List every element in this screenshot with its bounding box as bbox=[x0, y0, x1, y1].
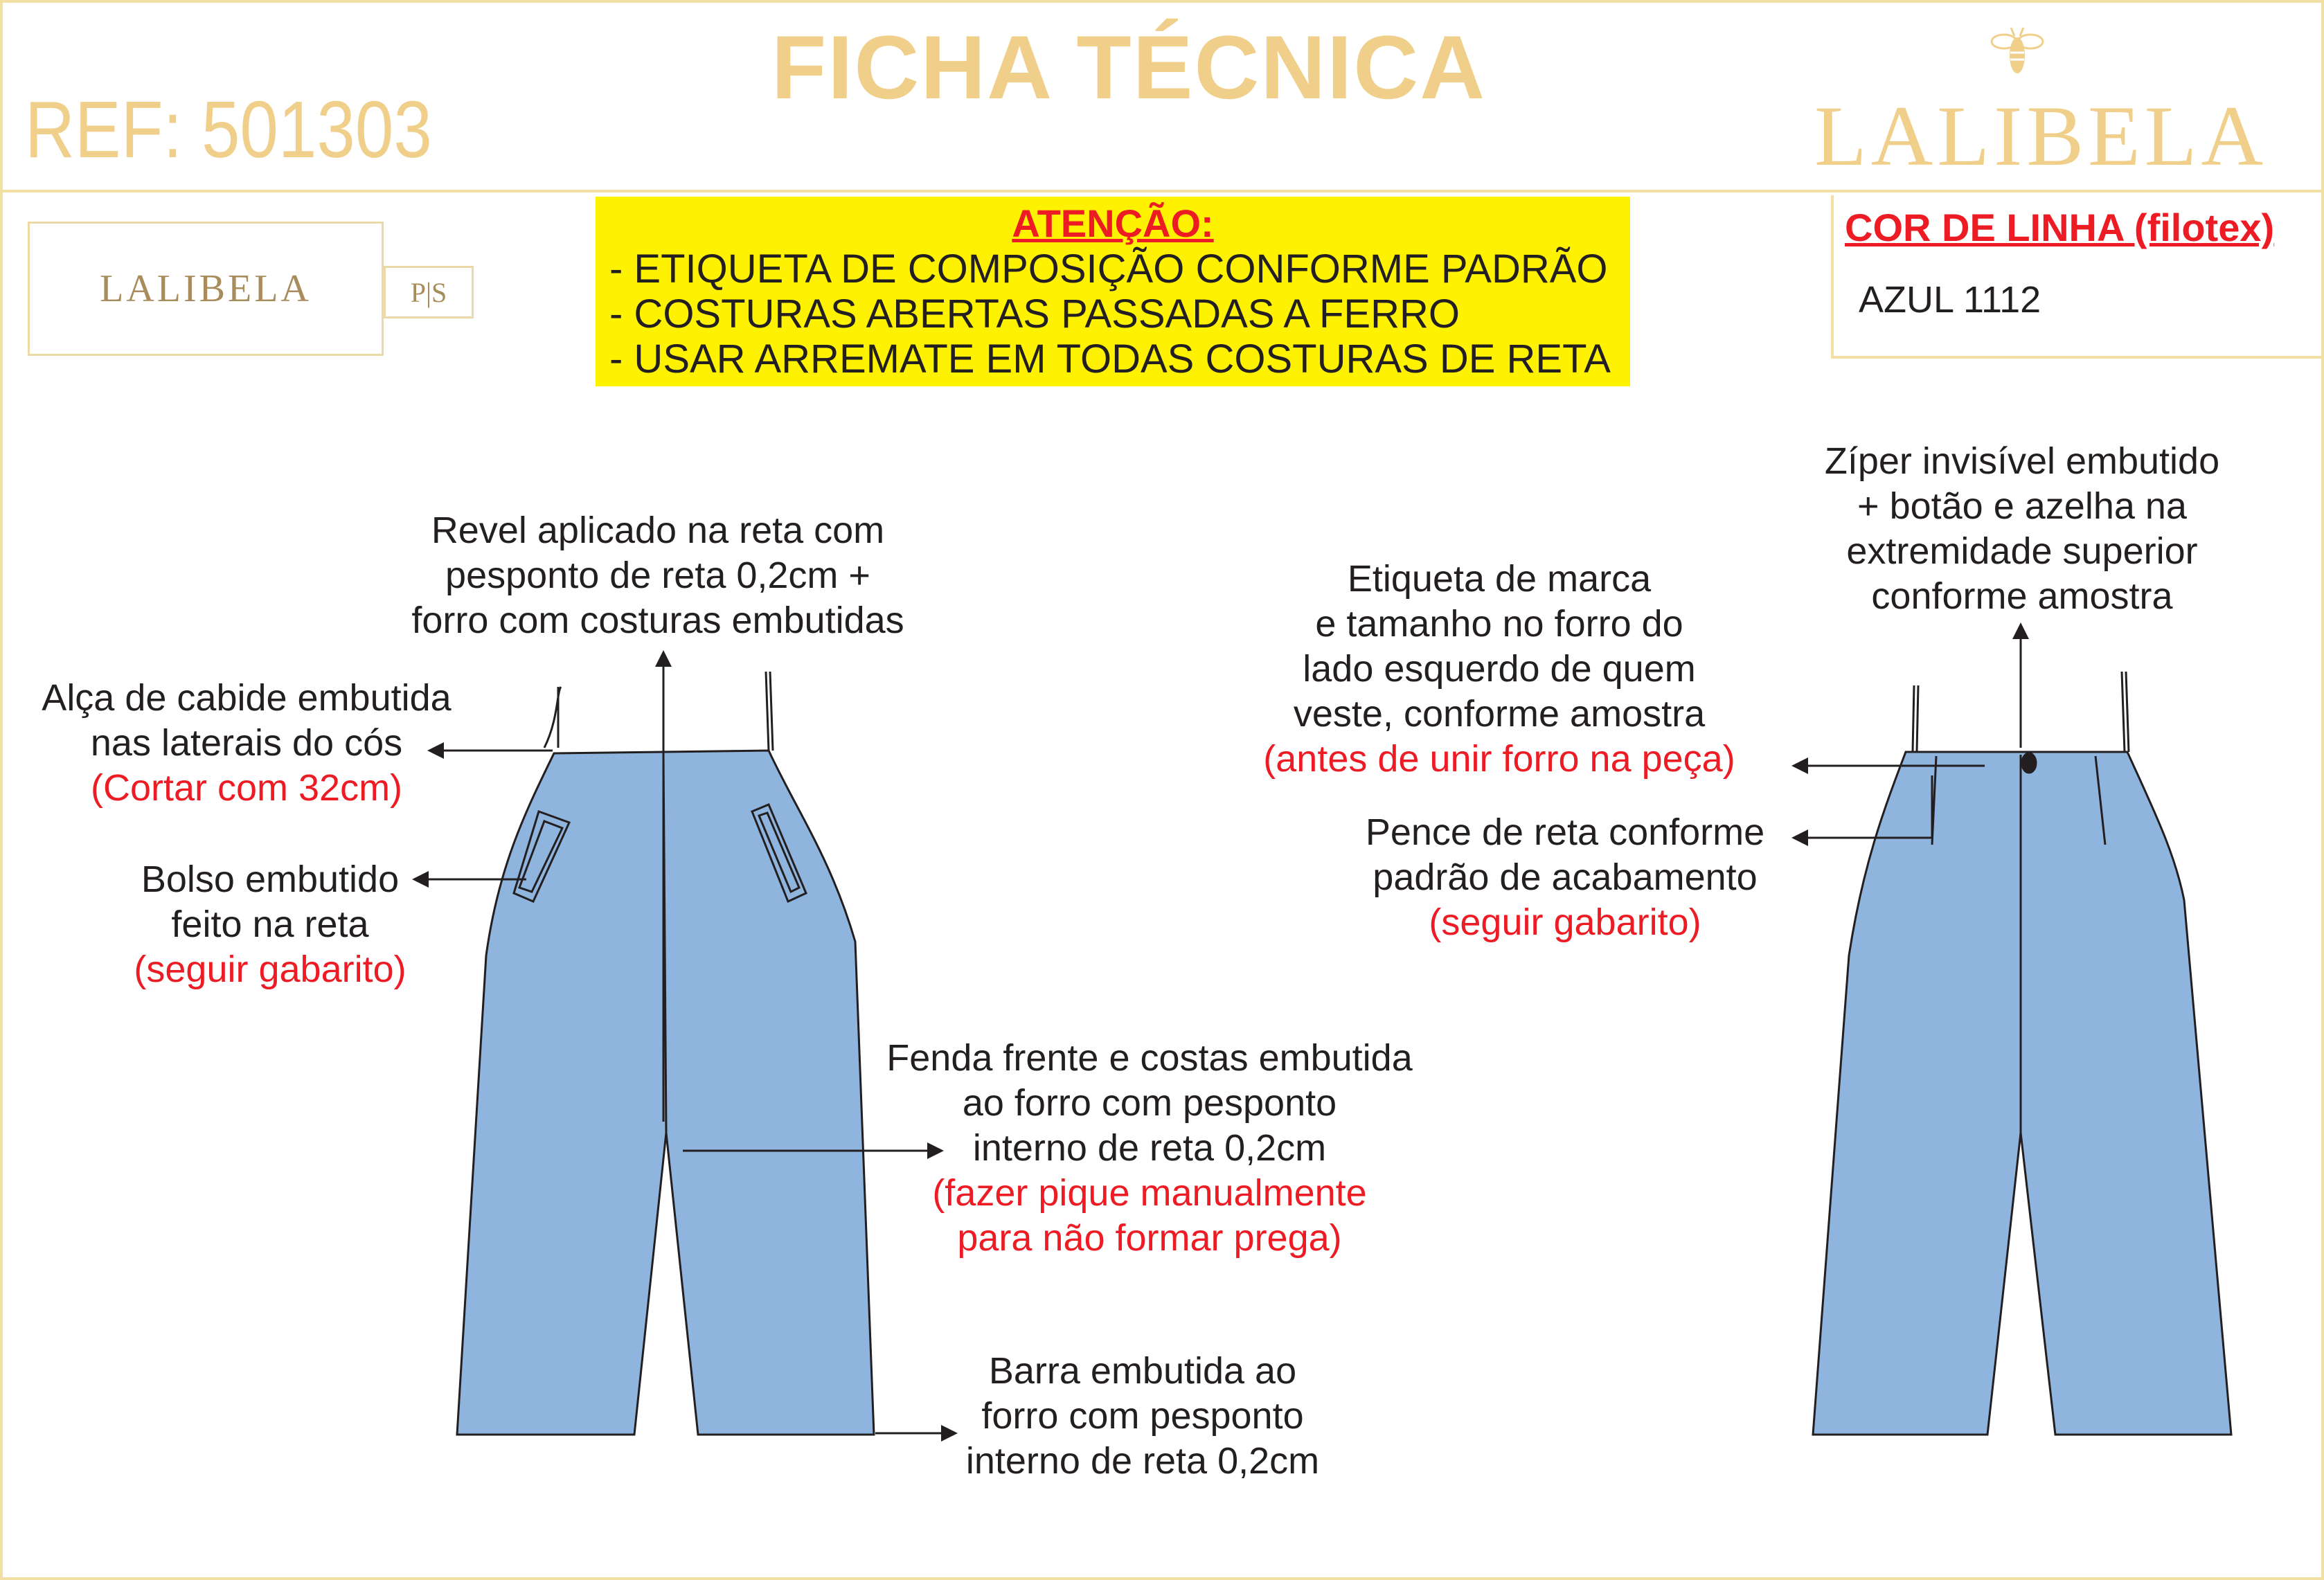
note-line: interno de reta 0,2cm bbox=[972, 1127, 1327, 1169]
note-line: e tamanho no forro do bbox=[1315, 603, 1683, 645]
note-line-red: (seguir gabarito) bbox=[1429, 901, 1701, 943]
attention-line: - ETIQUETA DE COMPOSIÇÃO CONFORME PADRÃO bbox=[609, 246, 1608, 291]
note-line-red: (fazer pique manualmente bbox=[932, 1172, 1367, 1214]
brand-label-text: LALIBELA bbox=[100, 267, 312, 310]
note-line-red: para não formar prega) bbox=[957, 1217, 1342, 1259]
note-line: + botão e azelha na bbox=[1857, 485, 2187, 527]
page-title: FICHA TÉCNICA bbox=[771, 17, 1487, 118]
note-line: Barra embutida ao bbox=[988, 1350, 1297, 1392]
note-line: conforme amostra bbox=[1871, 575, 2173, 617]
note-line-red: (seguir gabarito) bbox=[134, 949, 406, 990]
note-line: forro com costuras embutidas bbox=[411, 600, 904, 641]
note-line: Alça de cabide embutida bbox=[42, 677, 452, 719]
note-line: pesponto de reta 0,2cm + bbox=[445, 555, 870, 596]
note-line: lado esquerdo de quem bbox=[1303, 648, 1696, 690]
back-strap-left bbox=[1913, 685, 1914, 752]
front-strap-right bbox=[766, 672, 769, 751]
back-strap-right bbox=[2122, 672, 2125, 752]
size-label-text: P|S bbox=[410, 276, 447, 308]
note-barra bbox=[921, 1349, 1364, 1484]
note-line: Etiqueta de marca bbox=[1347, 558, 1652, 600]
thread-color-value: AZUL 1112 bbox=[1859, 279, 2041, 321]
attention-line: - USAR ARREMATE EM TODAS COSTURAS DE RETA bbox=[609, 336, 1611, 381]
note-line: extremidade superior bbox=[1846, 530, 2198, 572]
note-bolso bbox=[90, 857, 450, 992]
note-line: ao forro com pesponto bbox=[962, 1082, 1337, 1124]
note-line: Pence de reta conforme bbox=[1365, 811, 1765, 853]
note-line: nas laterais do cós bbox=[90, 722, 403, 764]
attention-title: ATENÇÃO: bbox=[1012, 201, 1214, 245]
note-alca bbox=[18, 676, 475, 811]
note-line: padrão de acabamento bbox=[1373, 856, 1758, 898]
back-view-garment bbox=[1813, 752, 2231, 1435]
note-revel bbox=[381, 508, 935, 643]
note-line: Revel aplicado na reta com bbox=[431, 510, 885, 551]
reference-code: REF: 501303 bbox=[25, 84, 432, 174]
note-line: Bolso embutido bbox=[141, 859, 400, 900]
note-ziper bbox=[1752, 439, 2292, 619]
attention-line: - COSTURAS ABERTAS PASSADAS A FERRO bbox=[609, 291, 1460, 336]
note-line: veste, conforme amostra bbox=[1293, 693, 1706, 735]
note-line: Zíper invisível embutido bbox=[1824, 440, 2220, 482]
thread-color-title: COR DE LINHA (filotex) bbox=[1845, 206, 2275, 249]
note-pence bbox=[1316, 810, 1814, 945]
back-button bbox=[2022, 753, 2036, 773]
note-fenda bbox=[852, 1036, 1447, 1261]
note-line-red: (antes de unir forro na peça) bbox=[1263, 738, 1735, 780]
note-line: interno de reta 0,2cm bbox=[965, 1440, 1320, 1482]
note-line: feito na reta bbox=[171, 904, 369, 945]
note-etiqueta bbox=[1246, 557, 1752, 782]
note-line: forro com pesponto bbox=[981, 1395, 1304, 1437]
note-line-red: (Cortar com 32cm) bbox=[90, 767, 403, 809]
brand-logo-text: LALIBELA bbox=[1814, 89, 2268, 183]
note-line: Fenda frente e costas embutida bbox=[886, 1037, 1413, 1079]
